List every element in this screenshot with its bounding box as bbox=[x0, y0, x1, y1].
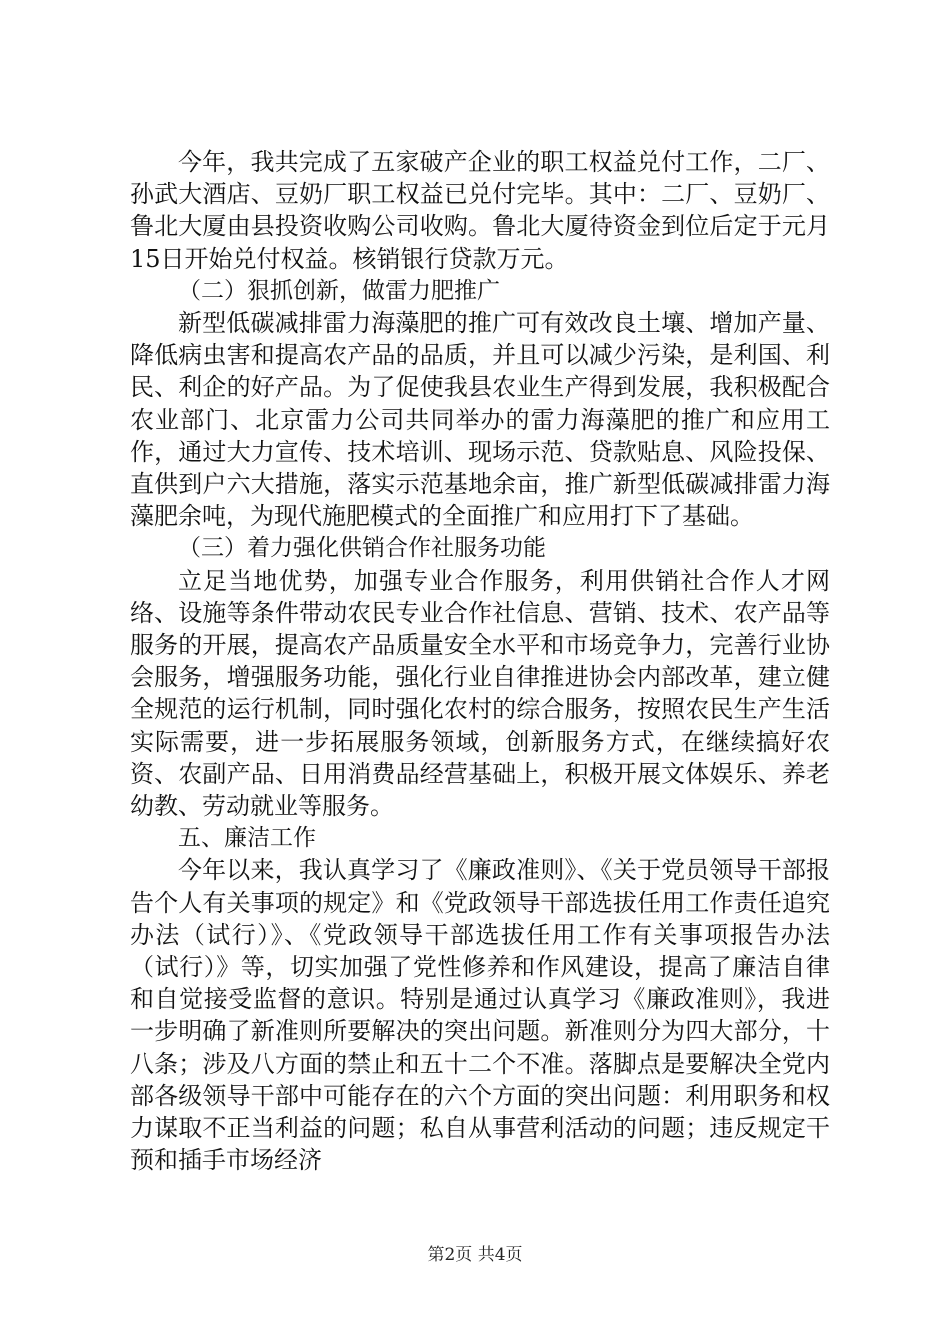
section-heading-fertilizer: （二）狠抓创新，做雷力肥推广 bbox=[178, 277, 500, 304]
paragraph-cooperative-services: 立足当地优势，加强专业合作服务，利用供销社合作人才网络、设施等条件带动农民专业合作社信息、营销、技术、农产品等服务的开展，提高农产品质量安全水平和市场竞争力，完善行业协会服务，增强服务功能，强化行业自律推进协会内部改革，建立健全规范的运行机制，同时强化农村的综合服务，按照农民生产生活实际需要，进一步拓展服务领域，创新服务方式，在继续搞好农资、农副产品、日用消费品经营基础上，积极开展文体娱乐、养老幼教、劳动就业等服务。 bbox=[130, 566, 830, 821]
paragraph-bankruptcy-payments: 今年，我共完成了五家破产企业的职工权益兑付工作，二厂、孙武大酒店、豆奶厂职工权益已兑付完毕。其中：二厂、豆奶厂、鲁北大厦由县投资收购公司收购。鲁北大厦待资金到位后定于元月15日开始兑付权益。核销银行贷款万元。 bbox=[130, 148, 830, 273]
page-number: 第2页 共4页 bbox=[427, 1245, 523, 1265]
document-body bbox=[130, 146, 830, 1177]
paragraph-integrity-work: 今年以来，我认真学习了《廉政准则》、《关于党员领导干部报告个人有关事项的规定》和《党政领导干部选拔任用工作责任追究办法（试行）》、《党政领导干部选拔任用工作有关事项报告办法（试行）》等，切实加强了党性修养和作风建设，提高了廉洁自律和自觉接受监督的意识。特别是通过认真学习《廉政准则》，我进一步明确了新准则所要解决的突出问题。新准则分为四大部分，十八条；涉及八方面的禁止和五十二个不准。落脚点是要解决全党内部各级领导干部中可能存在的六个方面的突出问题：利用职务和权力谋取不正当利益的问题；私自从事营利活动的问题；违反规定干预和插手市场经济 bbox=[130, 856, 830, 1175]
paragraph-fertilizer-promotion: 新型低碳减排雷力海藻肥的推广可有效改良土壤、增加产量、降低病虫害和提高农产品的品质，并且可以减少污染，是利国、利民、利企的好产品。为了促使我县农业生产得到发展，我积极配合农业部门、北京雷力公司共同举办的雷力海藻肥的推广和应用工作，通过大力宣传、技术培训、现场示范、贷款贴息、风险投保、直供到户六大措施，落实示范基地余亩，推广新型低碳减排雷力海藻肥余吨，为现代施肥模式的全面推广和应用打下了基础。 bbox=[130, 309, 830, 531]
section-heading-cooperative: （三）着力强化供销合作社服务功能 bbox=[178, 535, 546, 562]
section-heading-integrity: 五、廉洁工作 bbox=[178, 825, 316, 852]
